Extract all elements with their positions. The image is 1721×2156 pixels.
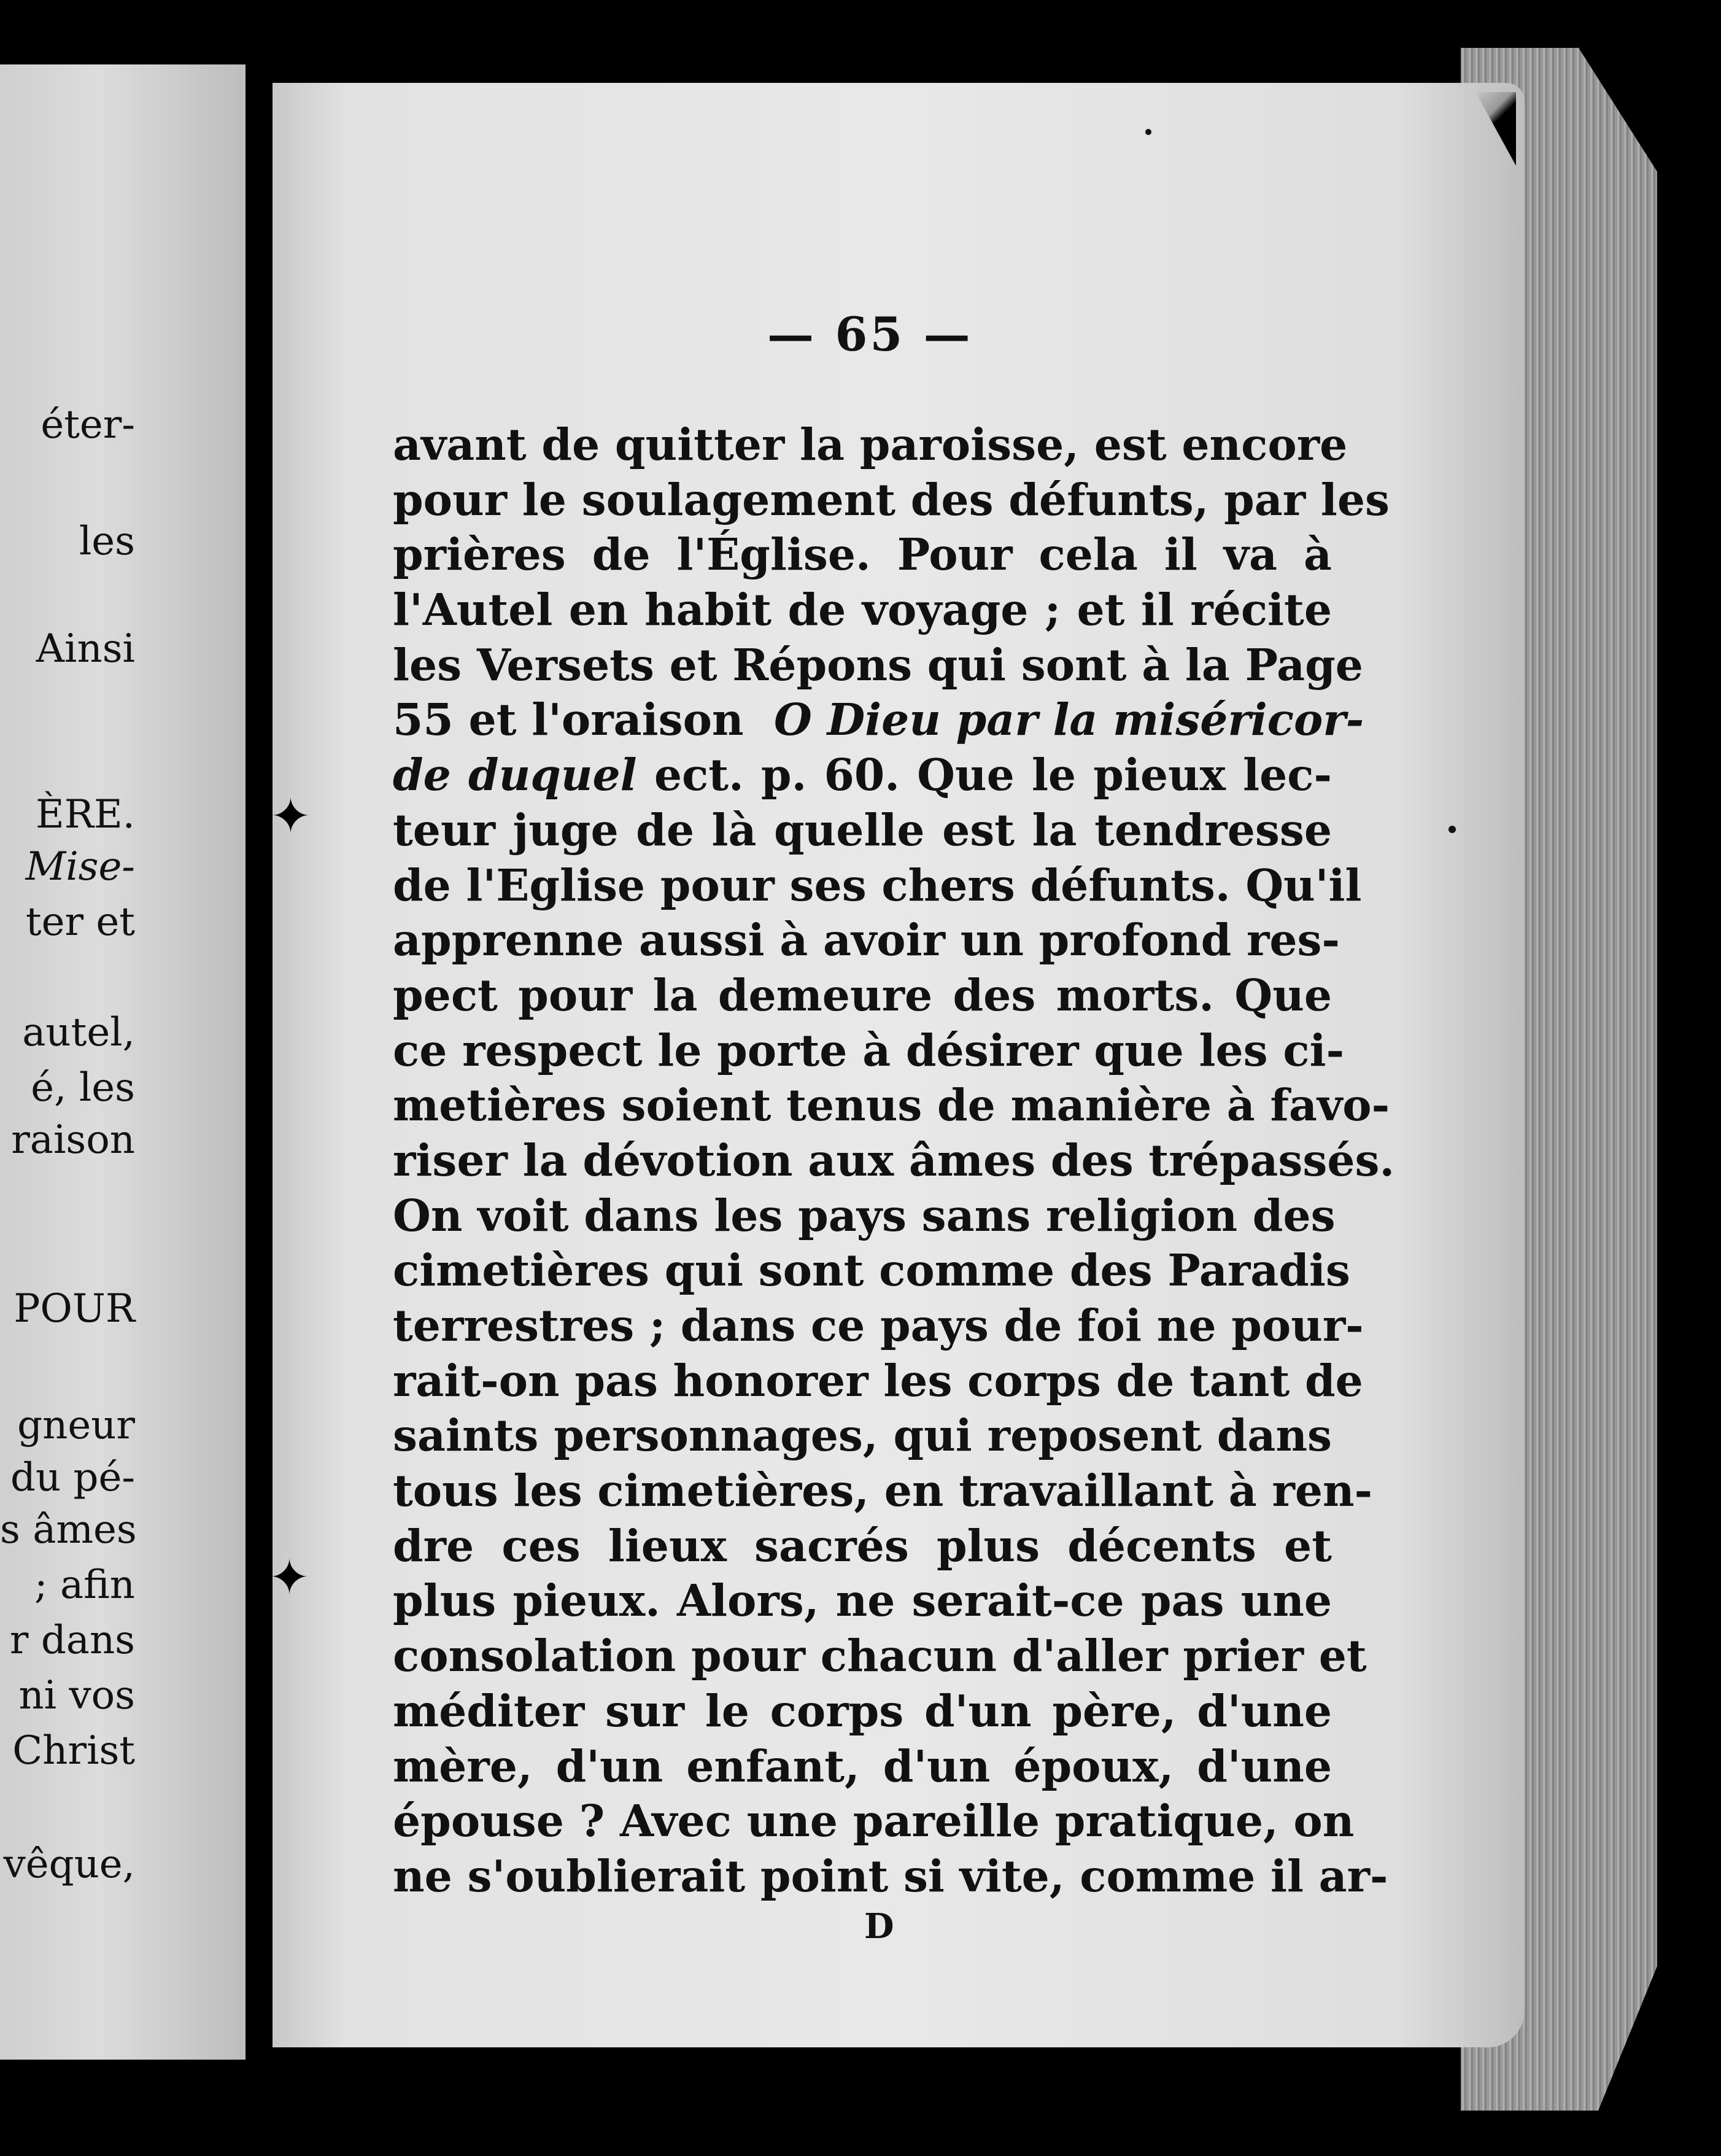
text-line: riser la dévotion aux âmes des trépassés. [393,1134,1395,1186]
text-line: de l'Eglise pour ses chers défunts. Qu'il [393,859,1362,911]
left-page-line: Mise- [25,844,135,890]
signature-mark: D [864,1906,894,1947]
text-line: plus pieux. Alors, ne serait-ce pas une [393,1575,1332,1627]
left-page-line: raison [11,1117,135,1163]
ink-speck [1145,129,1151,135]
left-page-line: les [79,519,135,564]
text-line-with-italic [393,748,1332,803]
text-line: ne s'oublierait point si vite, comme il ar- [393,1850,1388,1902]
left-page-line: éter- [41,402,135,448]
text-line: ce respect le porte à désirer que les ci- [393,1024,1345,1076]
left-page-line: s âmes [0,1507,137,1553]
text-line: dre ces lieux sacrés plus décents et [393,1519,1332,1572]
text-fragment: ect. p. 60. Que le pieux lec- [636,749,1332,801]
body-text [393,417,1395,1904]
text-line-with-italic [393,692,1364,748]
left-page-line: Ainsi [36,626,135,672]
binding-tear-mark: ✦ [270,788,312,845]
text-line: prières de l'Église. Pour cela il va à [393,529,1332,581]
text-line: saints personnages, qui reposent dans [393,1410,1332,1462]
left-page-line: r dans [9,1618,135,1663]
left-page-line: vêque, [3,1842,135,1887]
italic-title: de duquel [393,749,637,801]
text-line: mère, d'un enfant, d'un époux, d'une [393,1740,1332,1792]
text-line: apprenne aussi à avoir un profond res- [393,914,1340,966]
left-page-line: ter et [25,899,135,945]
page-number: — 65 — [767,307,973,362]
text-line: On voit dans les pays sans religion des [393,1189,1336,1241]
text-line: pour le soulagement des défunts, par les [393,473,1390,525]
left-page-line: autel, [22,1010,135,1055]
text-line: l'Autel en habit de voyage ; et il récite [393,584,1332,636]
left-page-line: ; afin [34,1562,135,1608]
italic-title: O Dieu par la miséricor- [774,694,1364,746]
left-page-line: gneur [17,1403,135,1448]
text-line: metières soient tenus de manière à favo- [393,1079,1390,1131]
text-line: méditer sur le corps d'un père, d'une [393,1685,1332,1737]
left-page-line: Christ [12,1728,135,1774]
left-page-line: ÈRE. [36,792,135,837]
ink-speck [1448,826,1456,833]
text-line: tous les cimetières, en travaillant à ren- [393,1465,1373,1517]
text-line: cimetières qui sont comme des Paradis [393,1244,1350,1297]
book-gutter [246,74,273,2075]
text-line: terrestres ; dans ce pays de foi ne pour- [393,1300,1364,1351]
left-facing-page [0,64,246,2060]
left-page-line: POUR [14,1286,135,1332]
left-page-line: é, les [31,1065,135,1111]
text-line: avant de quitter la paroisse, est encore [393,419,1348,470]
text-line: pect pour la demeure des morts. Que [393,969,1332,1021]
left-page-line: du pé- [10,1455,135,1500]
binding-tear-mark: ✦ [269,1549,311,1606]
left-page-line: ni vos [18,1673,135,1718]
text-line: épouse ? Avec une pareille pratique, on [393,1795,1355,1847]
text-line: teur juge de là quelle est la tendresse [393,804,1332,856]
text-line: rait-on pas honorer les corps de tant de [393,1354,1363,1406]
text-fragment: 55 et l'oraison [393,694,744,746]
text-line: les Versets et Répons qui sont à la Page [393,638,1363,691]
text-line: consolation pour chacun d'aller prier et [393,1630,1367,1682]
